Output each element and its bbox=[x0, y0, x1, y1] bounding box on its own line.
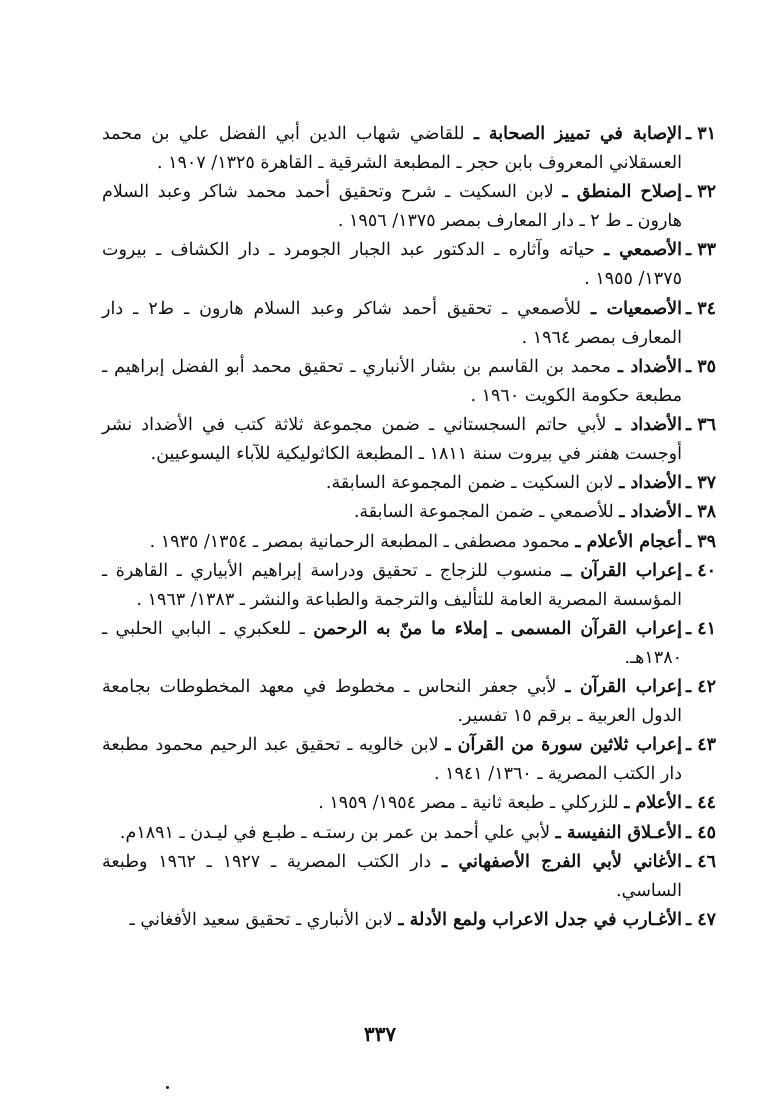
entry-details: لأبي حاتم السجستاني ـ ضمن مجموعة ثلاثة كتب في الأضداد نشر أوجست هفنر في بيروت سنة ١٨١١ ـ المطبعة الكاثوليكية للآباء اليسوعيين. bbox=[102, 414, 682, 464]
entry-number: ٣٦ ـ bbox=[685, 414, 716, 435]
entry-title: إصلاح المنطق ـ bbox=[562, 182, 682, 203]
entry-title: الأغاني لأبي الفرج الأصفهاني ـ bbox=[442, 851, 682, 872]
entry-details: لابن السكيت ـ شرح وتحقيق أحمد محمد شاكر وعبد السلام هارون ـ ط ٢ ـ دار المعارف بمصر ١٣٧٥/ ١٩٥٦ . bbox=[102, 182, 682, 232]
entry-number: ٣٣ ـ bbox=[685, 240, 716, 261]
entry-number: ٣٩ ـ bbox=[685, 531, 716, 552]
entry-details: للأصمعي ـ ضمن المجموعة السابقة. bbox=[353, 502, 620, 523]
entry-title: إعراب ثلاثين سورة من القرآن ـ bbox=[445, 735, 682, 756]
bibliography-entry bbox=[102, 557, 716, 615]
entry-title: الأعلام ـ bbox=[624, 793, 682, 814]
bibliography-entry bbox=[102, 906, 716, 935]
entry-details: للأصمعي ـ تحقيق أحمد شاكر وعبد السلام هارون ـ ط٢ ـ دار المعارف بمصر ١٩٦٤ . bbox=[102, 298, 682, 348]
entry-details: لأبي علي أحمد بن عمر بن رستـه ـ طبـع في ليـدن ـ ١٨٩١م. bbox=[119, 822, 556, 843]
entry-number: ٣٧ ـ bbox=[685, 473, 716, 494]
bibliography-entry bbox=[102, 469, 716, 498]
entry-details: ـ للعكبري ـ البابي الحلبي ـ ١٣٨٠هـ. bbox=[102, 618, 682, 668]
bibliography-entry bbox=[102, 353, 716, 411]
entry-details: لابن السكيت ـ ضمن المجموعة السابقة. bbox=[325, 473, 620, 494]
entry-number: ٤٤ ـ bbox=[685, 793, 716, 814]
entry-number: ٤٣ ـ bbox=[685, 735, 716, 756]
entry-title: الأضداد ـ bbox=[615, 414, 682, 435]
entry-number: ٤٦ ـ bbox=[685, 851, 716, 872]
entry-details: ـ منسوب للزجاج ـ تحقيق ودراسة إبراهيم الأبياري ـ القاهرة ـ المؤسسة المصرية العامة للتأليف والترجمة والطباعة والنشر ـ ١٣٨٣/ ١٩٦٣ . bbox=[102, 560, 682, 610]
entry-title: الأضداد ـ bbox=[619, 473, 682, 494]
entry-number: ٤٥ ـ bbox=[685, 822, 716, 843]
bibliography-entry bbox=[102, 120, 716, 178]
entry-title: أعجام الأعلام ـ bbox=[575, 531, 682, 552]
bibliography-entry bbox=[102, 498, 716, 527]
entry-details: حياته وآثاره ـ الدكتور عبد الجبار الجومرد ـ دار الكشاف ـ بيروت ١٣٧٥/ ١٩٥٥ . bbox=[102, 240, 682, 290]
bibliography-entry bbox=[102, 819, 716, 848]
bibliography-entry bbox=[102, 789, 716, 818]
stray-dot bbox=[166, 1086, 169, 1089]
entry-details: محمود مصطفى ـ المطبعة الرحمانية بمصر ـ ١٣٥٤/ ١٩٣٥ . bbox=[149, 531, 576, 552]
bibliography-entry bbox=[102, 731, 716, 789]
entry-number: ٣٥ ـ bbox=[685, 356, 716, 377]
entry-title: إعراب القرآن المسمى ـ إملاء ما منّ به الرحمن bbox=[313, 618, 682, 639]
entry-details: للزركلي ـ طبعة ثانية ـ مصر ١٩٥٤/ ١٩٥٩ . bbox=[318, 793, 625, 814]
bibliography-entry bbox=[102, 848, 716, 906]
entry-title: الأضداد ـ bbox=[619, 502, 682, 523]
bibliography-entry bbox=[102, 615, 716, 673]
bibliography-list bbox=[102, 120, 716, 935]
bibliography-entry bbox=[102, 236, 716, 294]
bibliography-entry bbox=[102, 411, 716, 469]
entry-details: دار الكتب المصرية ـ ١٩٢٧ ـ ١٩٦٢ وطبعة الساسي. bbox=[102, 851, 682, 901]
entry-number: ٤١ ـ bbox=[685, 618, 716, 639]
entry-number: ٣٢ ـ bbox=[685, 182, 716, 203]
bibliography-entry bbox=[102, 295, 716, 353]
bibliography-entry bbox=[102, 178, 716, 236]
entry-number: ٣٨ ـ bbox=[685, 502, 716, 523]
entry-title: الأصمعيات ـ bbox=[590, 298, 682, 319]
entry-number: ٣٤ ـ bbox=[685, 298, 716, 319]
entry-details: محمد بن القاسم بن بشار الأنباري ـ تحقيق محمد أبو الفضل إبراهيم ـ مطبعة حكومة الكويت ١٩٦٠ . bbox=[102, 356, 682, 406]
entry-title: الأصمعي ـ bbox=[604, 240, 682, 261]
entry-details: لابن خالويه ـ تحقيق عبد الرحيم محمود مطبعة دار الكتب المصرية ـ ١٣٦٠/ ١٩٤١ . bbox=[102, 735, 682, 785]
bibliography-entry bbox=[102, 673, 716, 731]
entry-details: لأبي جعفر النحاس ـ مخطوط في معهد المخطوطات بجامعة الدول العربية ـ برقم ١٥ تفسير. bbox=[102, 677, 682, 727]
entry-title: الإصابة في تمييز الصحابة ـ bbox=[473, 124, 682, 144]
entry-number: ٤٧ ـ bbox=[685, 910, 716, 930]
page-number: ٣٣٧ bbox=[363, 1022, 397, 1046]
entry-details: لابن الأنباري ـ تحقيق سعيد الأفغاني ـ bbox=[129, 910, 399, 930]
entry-title: إعراب القرآن ـ bbox=[565, 560, 682, 581]
bibliography-entry bbox=[102, 528, 716, 557]
entry-title: الأعـلاق النفيسة ـ bbox=[555, 822, 682, 843]
entry-details: للقاضي شهاب الدين أبي الفضل علي بن محمد العسقلاني المعروف بابن حجر ـ المطبعة الشرقية ـ القاهرة ١٣٢٥/ ١٩٠٧ . bbox=[102, 124, 682, 173]
entry-number: ٤٠ ـ bbox=[685, 560, 716, 581]
entry-title: الأضداد ـ bbox=[617, 356, 682, 377]
entry-title: إعراب القرآن ـ bbox=[565, 677, 682, 698]
entry-number: ٤٢ ـ bbox=[685, 677, 716, 698]
entry-title: الأغـارب في جدل الاعراب ولمع الأدلة ـ bbox=[398, 910, 682, 930]
entry-number: ٣١ ـ bbox=[685, 124, 716, 144]
